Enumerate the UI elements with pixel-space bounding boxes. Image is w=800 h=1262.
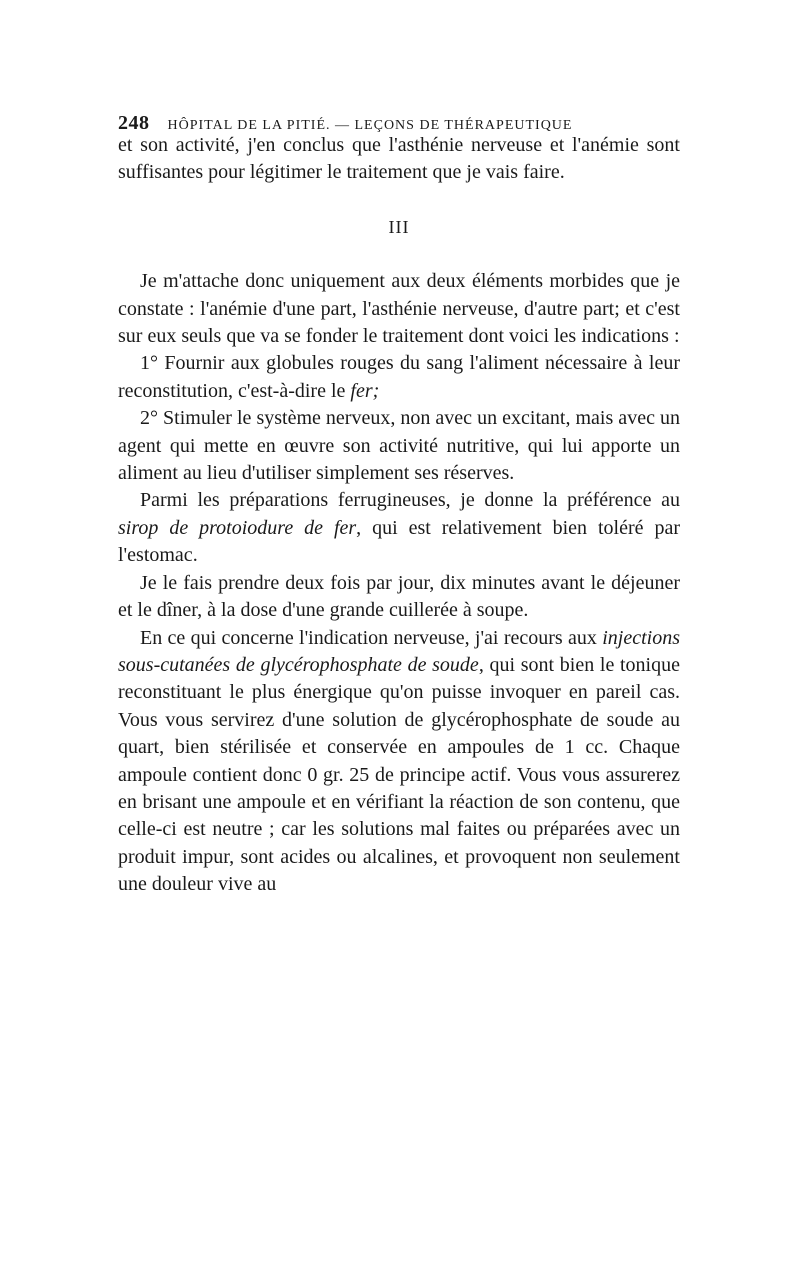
text-run: En ce qui concerne l'indication nerveuse, j'ai recours aux <box>140 626 603 649</box>
page-body <box>118 132 680 899</box>
running-title: HÔPITAL DE LA PITIÉ. — LEÇONS DE THÉRAPEUTIQUE <box>167 118 573 133</box>
text-run: Parmi les préparations ferrugineuses, je donne la préférence au <box>140 489 680 512</box>
paragraph <box>118 487 680 569</box>
page-number: 248 <box>118 112 150 134</box>
emphasis: fer; <box>350 379 380 402</box>
emphasis: injections sous-cutanées de glycérophosphate de soude <box>118 626 680 676</box>
paragraph <box>118 625 680 899</box>
text-run: 1° Fournir aux globules rouges du sang l'aliment nécessaire à leur reconstitution, c'est-à-dire le <box>118 352 680 402</box>
emphasis: sirop de protoiodure de fer <box>118 516 357 539</box>
text-run: , qui est relativement bien toléré par l'estomac. <box>118 516 680 567</box>
paragraph <box>118 350 680 405</box>
paragraph: Je m'attache donc uniquement aux deux éléments morbides que je constate : l'anémie d'une part, l'asthénie nerveuse, d'autre part; et c'est sur eux seuls que va se fonder le traitement dont voici les indications : <box>118 270 680 348</box>
section-heading: III <box>388 216 410 237</box>
paragraph: 2° Stimuler le système nerveux, non avec un excitant, mais avec un agent qui mette en œuvre son activité nutritive, qui lui apporte un aliment au lieu d'utiliser simplement ses réserves. <box>118 407 680 485</box>
text-run: , qui sont bien le tonique reconstituant le plus énergique qu'on puisse invoquer en pareil cas. Vous vous servirez d'une solution de glycérophosphate de soude au quart, bien stérilisée et conservée en ampoules de 1 cc. Chaque ampoule contient donc 0 gr. 25 de principe actif. Vous vous assurerez en brisant une ampoule et en vérifiant la réaction de son contenu, que celle-ci est neutre ; car les solutions mal faites ou préparées avec un produit impur, sont acides ou alcalines, et provoquent non seulement une douleur vive au <box>118 653 680 896</box>
paragraph: et son activité, j'en conclus que l'asthénie nerveuse et l'anémie sont suffisantes pour légitimer le traitement que je vais faire. <box>118 134 680 184</box>
paragraph: Je le fais prendre deux fois par jour, dix minutes avant le déjeuner et le dîner, à la dose d'une grande cuillerée à soupe. <box>118 571 680 622</box>
